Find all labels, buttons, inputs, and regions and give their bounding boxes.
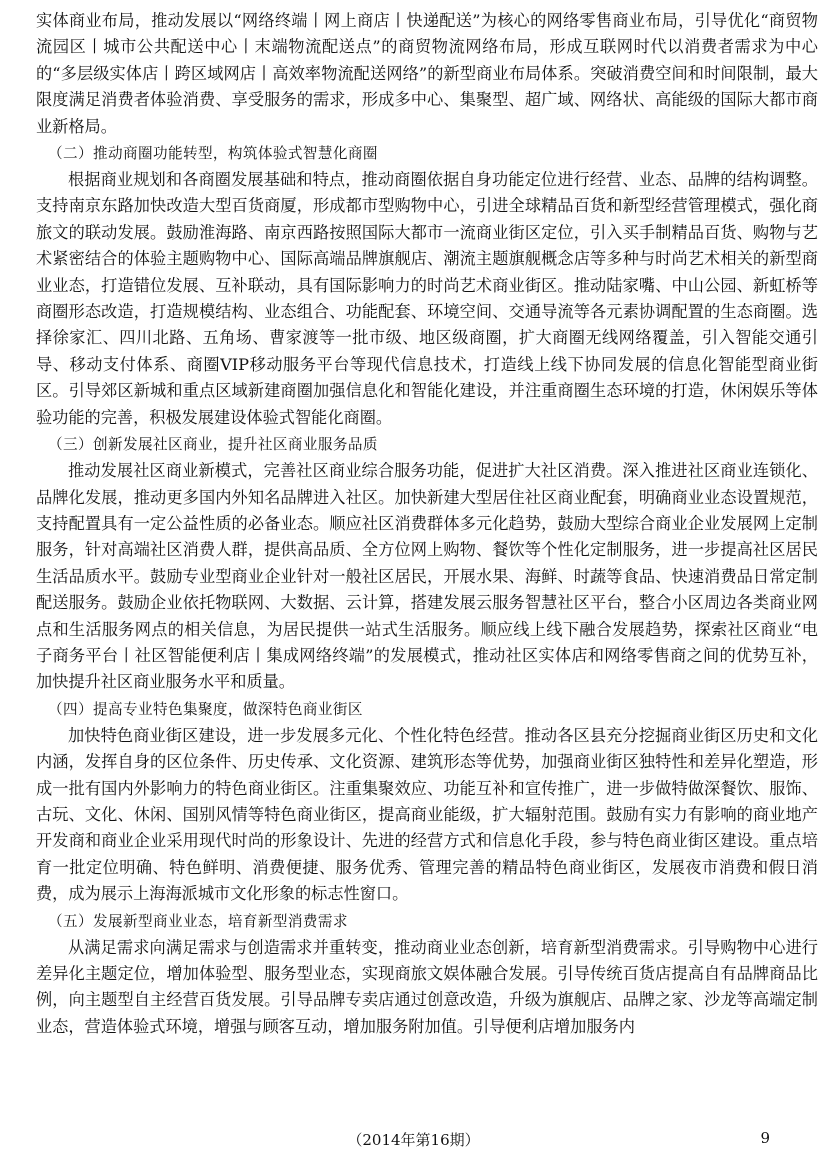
document-body [36,8,818,1040]
section-heading-5: （五）发展新型商业业态，培育新型消费需求 [48,912,348,930]
issue-label: （2014年第16期） [347,1131,480,1149]
section-heading-3: （三）创新发展社区商业，提升社区商业服务品质 [48,436,378,454]
paragraph-business-district: 根据商业规划和各商圈发展基础和特点，推动商圈依据自身功能定位进行经营、业态、品牌的结构调整。支持南京东路加快改造大型百货商厦，形成都市型购物中心，引进全球精品百货和新型经营管理模式，强化商旅文的联动发展。鼓励淮海路、南京西路按照国际大都市一流商业街区定位，引入买手制精品百货、购物与艺术紧密结合的体验主题购物中心、国际高端品牌旗舰店、潮流主题旗舰概念店等多种与时尚艺术相关的新型商业业态，打造错位发展、互补联动，具有国际影响力的时尚艺术商业街区。推动陆家嘴、中山公园、新虹桥等商圈形态改造，打造规模结构、业态组合、功能配套、环境空间、交通导流等各元素协调配置的生态商圈。选择徐家汇、四川北路、五角场、曹家渡等一批市级、地区级商圈，扩大商圈无线网络覆盖，引入智能交通引导、移动支付体系、商圈VIP移动服务平台等现代信息技术，打造线上线下协同发展的信息化智能型商业街区。引导郊区新城和重点区域新建商圈加强信息化和智能化建设，并注重商圈生态环境的打造，休闲娱乐等体验功能的完善，积极发展建设体验式智能化商圈。 [36,170,818,427]
paragraph-new-formats: 从满足需求向满足需求与创造需求并重转变，推动商业业态创新，培育新型消费需求。引导购物中心进行差异化主题定位，增加体验型、服务型业态，实现商旅文娱体融合发展。引导传统百货店提高自有品牌商品比例，向主题型自主经营百货发展。引导品牌专卖店通过创意改造，升级为旗舰店、品牌之家、沙龙等高端定制业态，营造体验式环境，增强与顾客互动，增加服务附加值。引导便利店增加服务内 [36,937,818,1036]
paragraph-commercial-layout: 实体商业布局，推动发展以“网络终端丨网上商店丨快递配送”为核心的网络零售商业布局，引导优化“商贸物流园区丨城市公共配送中心丨末端物流配送点”的商贸物流网络布局，形成互联网时代以消费者需求为中心的“多层级实体店丨跨区域网店丨高效率物流配送网络”的新型商业布局体系。突破消费空间和时间限制，最大限度满足消费者体验消费、享受服务的需求，形成多中心、集聚型、超广域、网络状、高能级的国际大都市商业新格局。 [36,11,818,136]
page-footer [0,1129,827,1159]
paragraph-specialty-streets: 加快特色商业街区建设，进一步发展多元化、个性化特色经营。推动各区县充分挖掘商业街区历史和文化内涵，发挥自身的区位条件、历史传承、文化资源、建筑形态等优势，加强商业街区独特性和差异化塑造，形成一批有国内外影响力的特色商业街区。注重集聚效应、功能互补和宣传推广，进一步做特做深餐饮、服饰、古玩、文化、休闲、国别风情等特色商业街区，提高商业能级，扩大辐射范围。鼓励有实力有影响的商业地产开发商和商业企业采用现代时尚的形象设计、先进的经营方式和信息化手段，参与特色商业街区建设。重点培育一批定位明确、特色鲜明、消费便捷、服务优秀、管理完善的精品特色商业街区，发展夜市消费和假日消费，成为展示上海海派城市文化形象的标志性窗口。 [36,725,818,904]
paragraph-community-commerce: 推动发展社区商业新模式，完善社区商业综合服务功能，促进扩大社区消费。深入推进社区商业连锁化、品牌化发展，推动更多国内外知名品牌进入社区。加快新建大型居住社区商业配套，明确商业业态设置规范，支持配置具有一定公益性质的必备业态。顺应社区消费群体多元化趋势，鼓励大型综合商业企业发展网上定制服务，针对高端社区消费人群，提供高品质、全方位网上购物、餐饮等个性化定制服务，进一步提高社区居民生活品质水平。鼓励专业型商业企业针对一般社区居民，开展水果、海鲜、时蔬等食品、快速消费品日常定制配送服务。鼓励企业依托物联网、大数据、云计算，搭建发展云服务智慧社区平台，整合小区周边各类商业网点和生活服务网点的相关信息，为居民提供一站式生活服务。顺应线上线下融合发展趋势，探索社区商业“电子商务平台丨社区智能便利店丨集成网络终端”的发展模式，推动社区实体店和网络零售商之间的优势互补，加快提升社区商业服务水平和质量。 [36,461,818,692]
section-heading-4: （四）提高专业特色集聚度，做深特色商业街区 [48,700,363,718]
page-number: 9 [760,1129,770,1147]
section-heading-2: （二）推动商圈功能转型，构筑体验式智慧化商圈 [48,145,378,163]
